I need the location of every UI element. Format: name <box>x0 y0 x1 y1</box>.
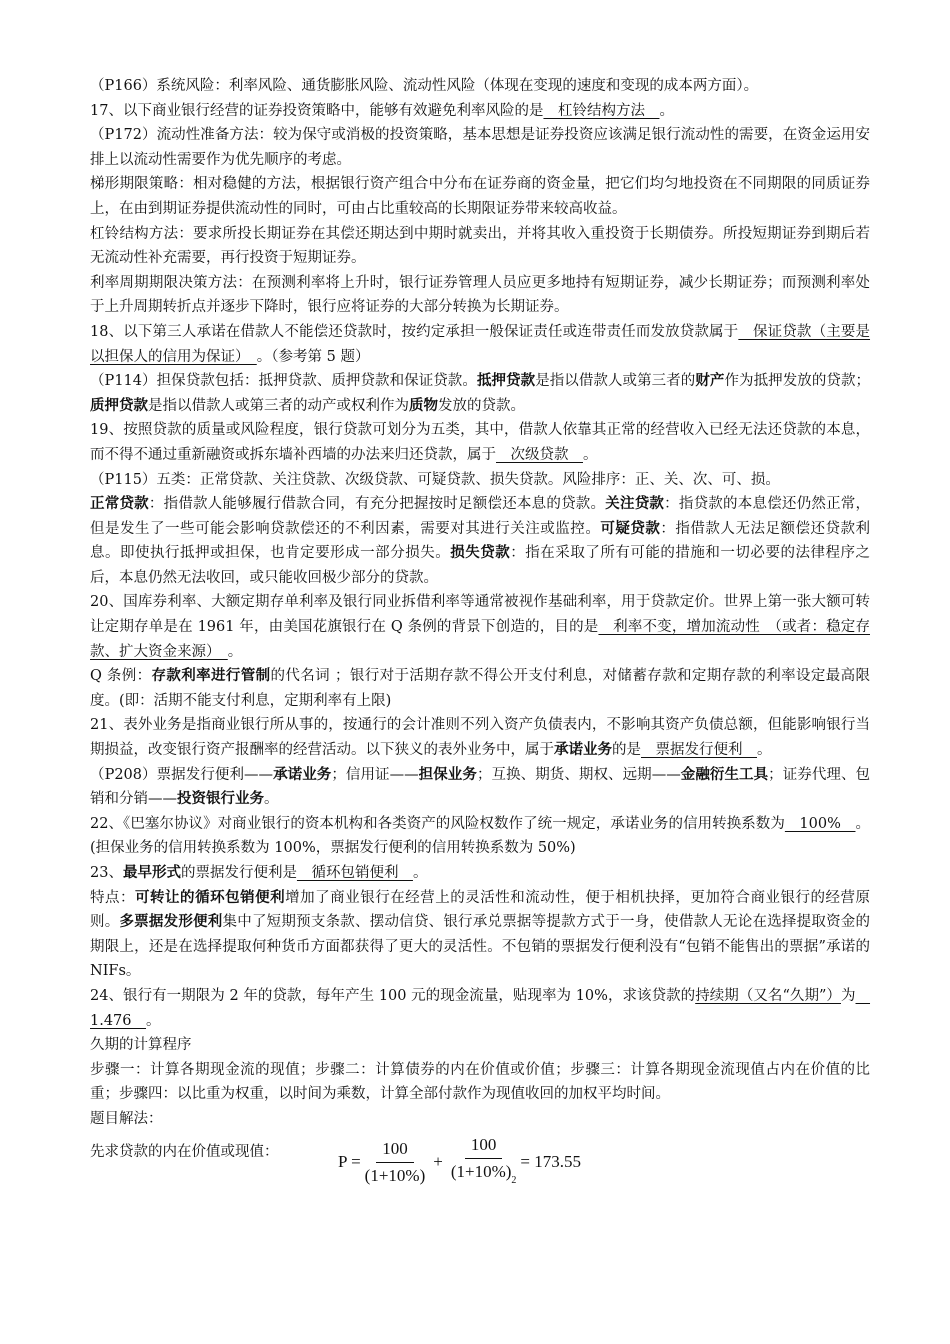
question-23 <box>90 861 870 886</box>
q19-end: 。 <box>583 446 598 463</box>
fraction-2-exponent: 2 <box>511 1174 517 1186</box>
p114-bold-mortgage: 抵押贷款 <box>476 372 536 390</box>
p208-bold-investment: 投资银行业务 <box>177 790 264 808</box>
q21-bold: 承诺业务 <box>554 741 612 759</box>
q22-end: 。(担保业务的信用转换系数为 100%，票据发行便利的信用转换系数为 50%) <box>90 815 870 857</box>
p208-off-balance <box>90 763 870 812</box>
q22-answer: 100% <box>784 815 856 832</box>
p114-bold-property: 财产 <box>695 372 725 390</box>
solution-label: 题目解法： <box>90 1110 163 1127</box>
feat-text-c: 增加了商业银行在经营上的灵活性和流动性，便于相机抉择，更加符合商业银行的经营原则。 <box>90 889 871 931</box>
formula-plus: + <box>433 1152 443 1172</box>
fraction-1-denominator: (1+10%) <box>364 1166 426 1186</box>
p208-text-e: ；证券代理、包销和分销—— <box>90 766 871 808</box>
p208-text-d: ；互换、期货、期权、远期—— <box>476 766 681 783</box>
cat-normal-text: ：指借款人能够履行借款合同，有充分把握按时足额偿还本息的贷款。 <box>148 496 606 513</box>
rate-cycle-strategy: 利率周期期限决策方法：在预测利率将上升时，银行证券管理人员应更多地持有短期证券，减少长期证券；而预测利率处于上升周期转折点并逐步下降时，银行应将证券的大部分转换为长期证券。 <box>90 274 870 316</box>
q24-answer: 1.476 <box>90 987 871 1029</box>
q21-answer: 票据发行便利 <box>641 742 757 759</box>
question-21 <box>90 713 870 762</box>
feat-bold-multi: 多票据发形便利 <box>119 913 223 931</box>
q24-mid: 为 <box>840 987 856 1004</box>
p114-text-c: 是指以借款人或第三者的 <box>535 373 696 390</box>
p114-bold-collateral: 质物 <box>409 396 438 414</box>
q24-end: 。 <box>146 1012 161 1029</box>
formula-lhs: P = <box>338 1152 361 1172</box>
q20-text: 20、国库券利率、大额定期存单利率及银行同业拆借利率等通常被视作基础利率，用于贷款定价。世界上第一张大额可转让定期存单是在 1961 年，由美国花旗银行在 Q 条例的背景下创造的，目的是 <box>90 594 870 636</box>
question-22 <box>90 812 870 861</box>
barbell-strategy: 杠铃结构方法：要求所投长期证券在其偿还期达到中期时就卖出，并将其收入重投资于长期债券。所投短期证券到期后若无流动性补充需要，再行投资于短期证券。 <box>90 225 870 267</box>
duration-title: 久期的计算程序 <box>90 1037 192 1054</box>
q19-text: 19、按照贷款的质量或风险程度，银行贷款可划分为五类，其中，借款人依靠其正常的经营收入已经无法还贷款的本息，而不得不通过重新融资或拆东墙补西墙的办法来归还贷款，属于 <box>90 422 870 463</box>
q23-answer: 循环包销便利 <box>296 865 413 881</box>
p172-liquidity-method: （P172）流动性准备方法：较为保守或消极的投资策略，基本思想是证券投资应该满足银行流动性的需要，在资金运用安排上以流动性需要作为优先顺序的考虑。 <box>90 127 870 168</box>
q24-duration-term: 持续期（又名“久期”） <box>695 987 841 1004</box>
feat-label: 特点： <box>90 889 136 906</box>
p208-bold-derivatives: 金融衍生工具 <box>680 765 769 783</box>
fraction-2-numerator: 100 <box>465 1134 503 1159</box>
p114-text-f: 发放的贷款。 <box>438 397 525 414</box>
p114-text-e: 是指以借款人或第三者的动产或权利作为 <box>148 397 409 414</box>
feat-text-d: 集中了短期预支条款、摆动信贷、银行承兑票据等提款方式于一身，使借款人无论在选择提取资金的期限上，还是在选择提取何种货币方面都获得了更大的灵活性。不包销的票据发行便利没有“包销不能售出的票据”承诺的 NIFs。 <box>90 914 871 980</box>
q17-end: 。 <box>659 102 674 119</box>
q21-mid: 的是 <box>612 742 641 759</box>
cat-watch-bold: 关注贷款 <box>605 495 665 513</box>
q18-end: 。（参考第 5 题） <box>256 348 370 365</box>
q22-text: 22、《巴塞尔协议》对商业银行的资本机构和各类资产的风险权数作了统一规定，承诺业务的信用转换系数为 <box>90 815 785 832</box>
p114-secured-loans <box>90 369 870 418</box>
qreg-bold: 存款利率进行管制 <box>151 667 271 685</box>
q17-answer: 杠铃结构方法 <box>543 102 660 119</box>
document-page <box>90 74 870 1196</box>
fraction-1-numerator: 100 <box>376 1138 414 1163</box>
question-24 <box>90 984 870 1033</box>
question-18 <box>90 320 870 369</box>
qreg-label: Q 条例： <box>90 668 152 685</box>
q21-text: 21、表外业务是指商业银行所从事的，按通行的会计准则不列入资产负债表内，不影响其资产负债总额，但能影响银行当期损益，改变银行资产报酬率的经营活动。以下狭义的表外业务中，属于 <box>90 717 870 759</box>
value-label: 先求贷款的内在价值或现值： <box>90 1143 279 1160</box>
ladder-strategy: 梯形期限策略：相对稳健的方法，根据银行资产组合中分布在证券商的资金量，把它们均匀地投资在不同期限的同质证券上，在由到期证券提供流动性的同时，可由占比重较高的长期限证券带来较高收益。 <box>90 176 870 217</box>
fraction-2-base: (1+10%) <box>450 1161 512 1181</box>
p208-text-c: ；信用证—— <box>331 766 419 783</box>
cat-loss-text: ：指在采取了所有可能的措施和一切必要的法律程序之后，本息仍然无法收回，或只能收回极少部分的贷款。 <box>90 545 871 586</box>
q23-bold: 最早形式 <box>122 864 181 881</box>
cat-normal-bold: 正常贷款 <box>90 495 149 513</box>
fraction-2 <box>451 1134 517 1192</box>
q19-answer: 次级贷款 <box>496 446 583 463</box>
cat-doubtful-bold: 可疑贷款 <box>600 519 661 537</box>
q17-text: 17、以下商业银行经营的证券投资策略中，能够有效避免利率风险的是 <box>90 102 544 119</box>
regulation-q <box>90 664 870 713</box>
formula-rhs: = 173.55 <box>520 1152 582 1172</box>
q20-end: 。 <box>227 643 243 660</box>
p208-text-a: （P208）票据发行便利—— <box>90 766 274 783</box>
fraction-2-denominator <box>451 1159 517 1192</box>
p114-bold-pledge: 质押贷款 <box>90 396 148 414</box>
fraction-1 <box>365 1138 426 1187</box>
q20-answer: 利率不变，增加流动性 （或者：稳定存款、扩大资金来源） <box>90 619 870 660</box>
formula-row <box>90 1132 870 1196</box>
q23-num: 23、 <box>90 865 123 881</box>
q18-answer: 保证贷款（主要是以担保人的信用为保证） <box>90 323 871 365</box>
q18-text: 18、以下第三人承诺在借款人不能偿还贷款时，按约定承担一般保证责任或连带责任而发放贷款属于 <box>90 323 739 340</box>
cat-loss-bold: 损失贷款 <box>450 544 511 562</box>
question-19 <box>90 418 870 467</box>
q21-end: 。 <box>757 742 772 759</box>
q23-text: 的票据发行便利是 <box>180 865 297 881</box>
p208-text-f: 。 <box>264 791 279 808</box>
duration-steps: 步骤一：计算各期现金流的现值；步骤二：计算债券的内在价值或价值；步骤三：计算各期现金流现值占内在价值的比重；步骤四：以比重为权重，以时间为乘数，计算全部付款作为现值收回的加权平均时间。 <box>90 1061 870 1103</box>
qreg-text: 的代名词 ；银行对于活期存款不得公开支付利息，对储蓄存款和定期存款的利率设定最高限度。(即：活期不能支付利息，定期利率有上限) <box>90 668 871 709</box>
loan-categories <box>90 492 870 590</box>
p166-system-risk: （P166）系统风险：利率风险、通货膨胀风险、流动性风险（体现在变现的速度和变现的成本两方面）。 <box>90 78 759 94</box>
p115-five-categories: （P115）五类：正常贷款、关注贷款、次级贷款、可疑贷款、损失贷款。风险排序：正、关、次、可、损。 <box>90 471 780 488</box>
feat-bold-revolving: 可转让的循环包销便利 <box>135 888 286 906</box>
q23-end: 。 <box>412 865 428 881</box>
q24-text: 24、银行有一期限为 2 年的贷款，每年产生 100 元的现金流量，贴现率为 10%，求该贷款的 <box>90 987 696 1004</box>
cat-doubtful-text: ：指借款人无法足额偿还贷款利息。即使执行抵押或担保，也肯定要形成一部分损失。 <box>90 520 871 562</box>
p208-bold-guarantee: 担保业务 <box>418 765 477 783</box>
question-17 <box>90 99 870 124</box>
p114-text-a: （P114）担保贷款包括：抵押贷款、质押贷款和保证贷款。 <box>90 373 477 390</box>
present-value-formula <box>338 1134 581 1192</box>
cat-watch-text: ：指贷款的本息偿还仍然正常，但是发生了一些可能会影响贷款偿还的不利因素，需要对其进行关注或监控。 <box>90 496 871 537</box>
question-20 <box>90 590 870 664</box>
p208-bold-commitment: 承诺业务 <box>273 765 332 783</box>
nif-features <box>90 886 870 984</box>
p114-text-d: 作为抵押发放的贷款； <box>724 373 871 390</box>
